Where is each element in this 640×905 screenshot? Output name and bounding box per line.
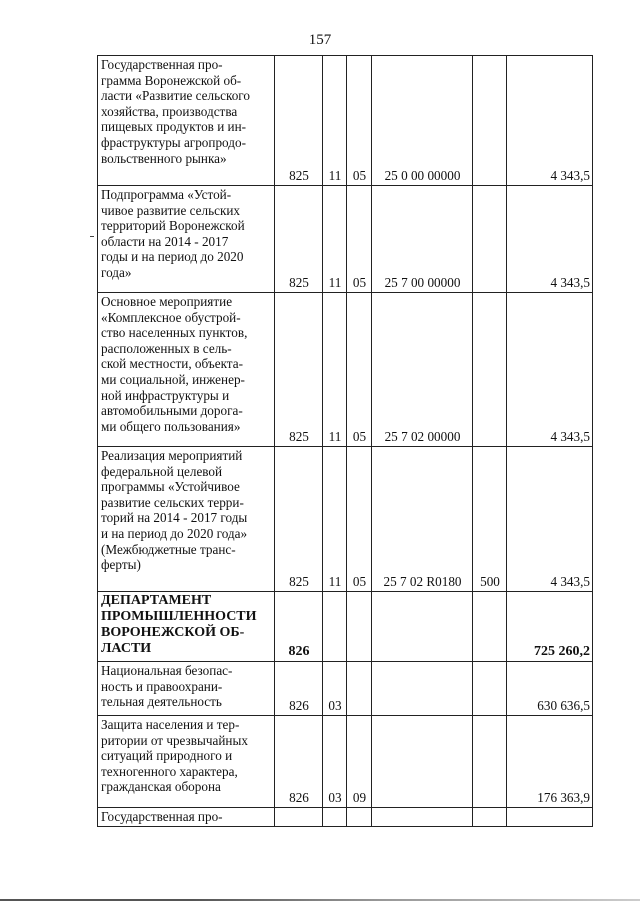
- item-name-line: территорий Воронежской: [101, 218, 245, 234]
- item-name-line: года»: [101, 264, 132, 280]
- item-name-line: грамма Воронежской об-: [101, 72, 242, 88]
- item-name-line: и на период до 2020 года»: [101, 525, 248, 541]
- ministry-code-cell: 826: [275, 716, 323, 808]
- ministry-code-cell: 825: [275, 186, 323, 293]
- expense-type-cell: [473, 592, 507, 662]
- subsection-code-cell: 09: [347, 716, 372, 808]
- item-name-line: «Комплексное обустрой-: [101, 309, 241, 325]
- item-name-line: автомобильными дорога-: [101, 403, 243, 419]
- amount-cell: 725 260,2: [507, 592, 593, 662]
- item-name-line: хозяйства, производства: [101, 103, 238, 119]
- amount-cell: 176 363,9: [507, 716, 593, 808]
- ministry-code-cell: 826: [275, 662, 323, 716]
- table-row: [98, 186, 593, 293]
- target-article-cell: 25 7 02 00000: [372, 293, 473, 447]
- item-name-line: Государственная про-: [101, 57, 223, 72]
- item-name-line: Основное мероприятие: [101, 294, 233, 309]
- table-row: [98, 662, 593, 716]
- item-name-line: техногенного характера,: [101, 763, 238, 779]
- budget-table: [97, 55, 593, 827]
- item-name-line: ми социальной, инженер-: [101, 371, 245, 387]
- amount-cell: 4 343,5: [507, 56, 593, 186]
- item-name-line: чивое развитие сельских: [101, 202, 241, 218]
- item-name-line: ВОРОНЕЖСКОЙ ОБ-: [101, 625, 245, 640]
- target-article-cell: [372, 716, 473, 808]
- section-code-cell: [323, 592, 347, 662]
- item-name-line: Реализация мероприятий: [101, 448, 243, 463]
- item-name-cell: [98, 293, 275, 447]
- subsection-code-cell: 05: [347, 447, 372, 592]
- item-name-line: годы и на период до 2020: [101, 249, 244, 265]
- table-row: [98, 56, 593, 186]
- item-name-cell: [98, 662, 275, 716]
- item-name-line: ЛАСТИ: [101, 641, 152, 656]
- item-name-cell: [98, 808, 275, 827]
- table-row: [98, 447, 593, 592]
- subsection-code-cell: [347, 808, 372, 827]
- bottom-rule: [0, 899, 640, 901]
- section-code-cell: 11: [323, 447, 347, 592]
- item-name-line: федеральной целевой: [101, 463, 223, 479]
- item-name-line: ской местности, объекта-: [101, 356, 243, 372]
- item-name-line: ситуаций природного и: [101, 748, 233, 764]
- item-name-line: (Межбюджетные транс-: [101, 541, 236, 557]
- item-name-line: Национальная безопас-: [101, 663, 233, 678]
- subsection-code-cell: 05: [347, 56, 372, 186]
- item-name-line: ми общего пользования»: [101, 418, 241, 434]
- expense-type-cell: [473, 56, 507, 186]
- item-name-line: ПРОМЫШЛЕННОСТИ: [101, 609, 257, 624]
- expense-type-cell: [473, 808, 507, 827]
- item-name-line: программы «Устойчивое: [101, 479, 240, 495]
- ministry-code-cell: 826: [275, 592, 323, 662]
- item-name-line: гражданская оборона: [101, 779, 221, 795]
- item-name-line: торий на 2014 - 2017 годы: [101, 510, 248, 526]
- amount-cell: [507, 808, 593, 827]
- target-article-cell: 25 7 00 00000: [372, 186, 473, 293]
- item-name-cell: [98, 56, 275, 186]
- subsection-code-cell: 05: [347, 293, 372, 447]
- margin-mark: [90, 236, 94, 237]
- subsection-code-cell: [347, 662, 372, 716]
- ministry-code-cell: 825: [275, 56, 323, 186]
- expense-type-cell: 500: [473, 447, 507, 592]
- amount-cell: 4 343,5: [507, 186, 593, 293]
- amount-cell: 630 636,5: [507, 662, 593, 716]
- section-code-cell: 11: [323, 56, 347, 186]
- item-name-line: фраструктуры агропродо-: [101, 134, 246, 150]
- item-name-line: Защита населения и тер-: [101, 717, 240, 732]
- section-code-cell: 11: [323, 293, 347, 447]
- page-number: 157: [308, 32, 332, 48]
- item-name-line: ферты): [101, 557, 141, 573]
- item-name-line: тельная деятельность: [101, 694, 222, 710]
- target-article-cell: [372, 662, 473, 716]
- expense-type-cell: [473, 662, 507, 716]
- item-name-line: ласти «Развитие сельского: [101, 88, 250, 104]
- item-name-line: расположенных в сель-: [101, 340, 232, 356]
- section-code-cell: 03: [323, 662, 347, 716]
- expense-type-cell: [473, 293, 507, 447]
- item-name-line: Государственная про-: [101, 809, 223, 824]
- item-name-cell: [98, 447, 275, 592]
- ministry-code-cell: 825: [275, 447, 323, 592]
- item-name-line: ность и правоохрани-: [101, 678, 223, 694]
- item-name-cell: [98, 716, 275, 808]
- item-name-line: развитие сельских терри-: [101, 494, 244, 510]
- item-name-line: Подпрограмма «Устой-: [101, 187, 232, 202]
- section-code-cell: 03: [323, 716, 347, 808]
- item-name-line: ДЕПАРТАМЕНТ: [101, 593, 212, 608]
- target-article-cell: [372, 808, 473, 827]
- section-code-cell: 11: [323, 186, 347, 293]
- subsection-code-cell: [347, 592, 372, 662]
- table-row: [98, 293, 593, 447]
- item-name-line: вольственного рынка»: [101, 150, 227, 166]
- amount-cell: 4 343,5: [507, 447, 593, 592]
- expense-type-cell: [473, 186, 507, 293]
- table-row: [98, 808, 593, 827]
- ministry-code-cell: [275, 808, 323, 827]
- amount-cell: 4 343,5: [507, 293, 593, 447]
- target-article-cell: 25 7 02 R0180: [372, 447, 473, 592]
- target-article-cell: [372, 592, 473, 662]
- ministry-code-cell: 825: [275, 293, 323, 447]
- table-row: [98, 716, 593, 808]
- item-name-cell: [98, 592, 275, 662]
- target-article-cell: 25 0 00 00000: [372, 56, 473, 186]
- item-name-line: пищевых продуктов и ин-: [101, 119, 247, 135]
- item-name-line: ство населенных пунктов,: [101, 325, 248, 341]
- subsection-code-cell: 05: [347, 186, 372, 293]
- item-name-line: ритории от чрезвычайных: [101, 732, 248, 748]
- item-name-line: ной инфраструктуры и: [101, 387, 230, 403]
- item-name-cell: [98, 186, 275, 293]
- section-code-cell: [323, 808, 347, 827]
- item-name-line: области на 2014 - 2017: [101, 233, 229, 249]
- table-row: [98, 592, 593, 662]
- expense-type-cell: [473, 716, 507, 808]
